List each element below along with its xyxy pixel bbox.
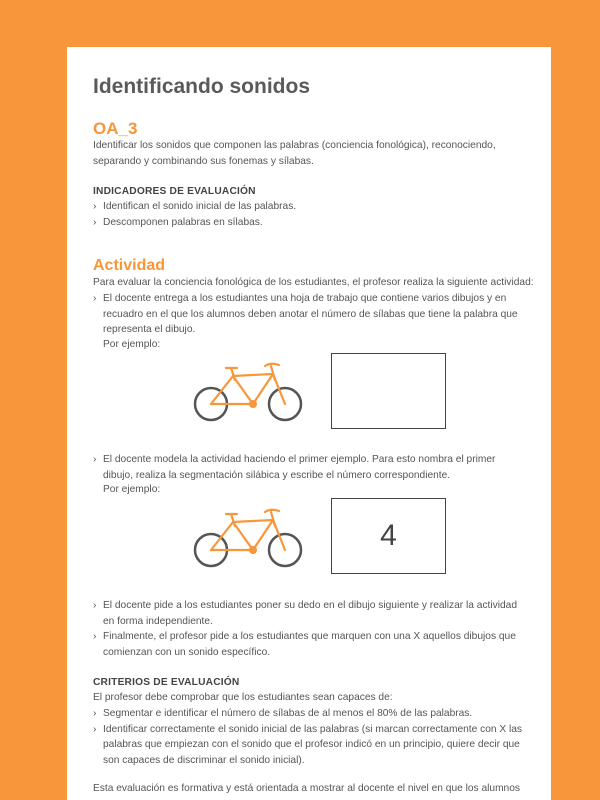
activity-step-text: El docente modela la actividad haciendo el primer ejemplo. Para esto nombra el primer dibujo, realiza la segmentación silábica y escribe el número correspondiente. xyxy=(103,454,496,481)
activity-steps-2 xyxy=(93,452,525,483)
oa-code: OA_3 xyxy=(93,119,138,138)
criteria-list xyxy=(93,706,525,768)
indicators-heading: INDICADORES DE EVALUACIÓN xyxy=(93,186,256,197)
activity-step xyxy=(93,629,525,660)
document-page xyxy=(67,47,551,800)
bicycle-icon xyxy=(193,356,305,428)
criteria-heading: CRITERIOS DE EVALUACIÓN xyxy=(93,677,240,688)
activity-step-text: El docente pide a los estudiantes poner su dedo en el dibujo siguiente y realizar la actividad en forma independiente. xyxy=(103,600,517,627)
criteria-item xyxy=(93,722,525,769)
indicator-text: Descomponen palabras en sílabas. xyxy=(103,216,263,228)
bullet-marker: › xyxy=(93,723,97,735)
example-label: Por ejemplo: xyxy=(103,339,161,350)
criteria-text: Identificar correctamente el sonido inicial de las palabras (si marcan correctamente con X las palabras que empiezan con el sonido que el profesor indicó en un principio, quiere decir que son capaces de discriminar el sonido inicial). xyxy=(103,723,523,766)
indicator-item xyxy=(93,215,525,231)
bullet-marker: › xyxy=(93,293,97,304)
example-label: Por ejemplo: xyxy=(103,484,161,495)
bicycle-icon xyxy=(193,502,305,574)
answer-box-empty xyxy=(331,353,446,429)
activity-step xyxy=(93,598,525,629)
closing-text: Esta evaluación es formativa y está orientada a mostrar al docente el nivel en que los alumnos xyxy=(93,783,520,794)
activity-steps-3 xyxy=(93,598,525,660)
oa-description: Identificar los sonidos que componen las palabras (conciencia fonológica), reconociendo, separando y combinando sus fonemas y sílabas. xyxy=(93,140,496,167)
bullet-marker: › xyxy=(93,631,97,642)
bullet-marker: › xyxy=(93,600,97,611)
bullet-marker: › xyxy=(93,216,97,228)
indicators-list xyxy=(93,199,525,230)
activity-step xyxy=(93,291,525,338)
indicator-item xyxy=(93,199,525,215)
activity-steps-1 xyxy=(93,291,525,338)
bullet-marker: › xyxy=(93,454,97,465)
answer-box-example xyxy=(331,498,446,574)
activity-step-text: El docente entrega a los estudiantes una hoja de trabajo que contiene varios dibujos y en recuadro en el que los alumnos deben anotar el número de sílabas que tiene la palabra que representa el dibujo. xyxy=(103,293,518,335)
indicator-text: Identifican el sonido inicial de las palabras. xyxy=(103,201,297,212)
criteria-item xyxy=(93,706,525,722)
example-answer: 4 xyxy=(380,519,397,552)
page-title: Identificando sonidos xyxy=(93,75,311,98)
activity-intro: Para evaluar la conciencia fonológica de los estudiantes, el profesor realiza la siguiente actividad: xyxy=(93,277,534,288)
bullet-marker: › xyxy=(93,201,97,212)
activity-step xyxy=(93,452,525,483)
criteria-intro: El profesor debe comprobar que los estudiantes sean capaces de: xyxy=(93,692,393,703)
criteria-text: Segmentar e identificar el número de sílabas de al menos el 80% de las palabras. xyxy=(103,708,473,719)
activity-step-text: Finalmente, el profesor pide a los estudiantes que marquen con una X aquellos dibujos que comienzan con un sonido específico. xyxy=(103,631,516,658)
activity-heading: Actividad xyxy=(93,257,166,274)
bullet-marker: › xyxy=(93,708,97,719)
